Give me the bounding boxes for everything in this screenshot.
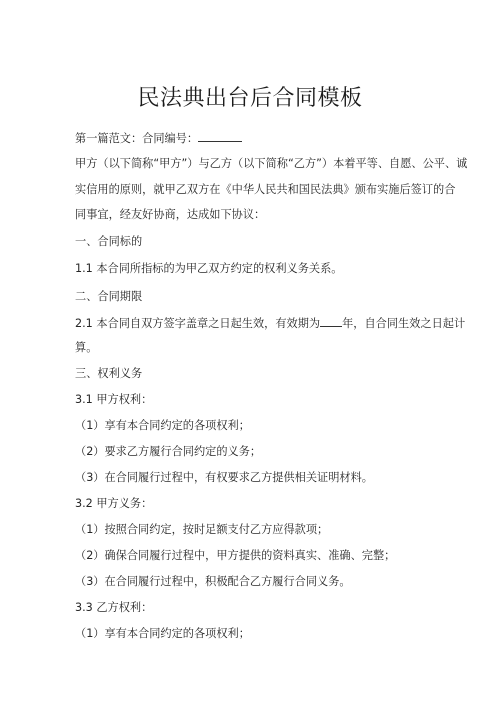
term-years-blank: [320, 315, 342, 327]
list-item: （3）在合同履行过程中，有权要求乙方提供相关证明材料。: [75, 471, 373, 484]
term-clause-line: [75, 315, 466, 332]
list-item: （2）确保合同履行过程中，甲方提供的资料真实、准确、完整；: [75, 549, 396, 562]
list-item: （1）按照合同约定，按时足额支付乙方应得款项；: [75, 523, 329, 536]
document-title: 民法典出台后合同模板: [137, 86, 363, 111]
subsection-heading: 3.3 乙方权利：: [75, 601, 153, 614]
section-heading: 一、合同标的: [75, 235, 143, 248]
term-clause-text-end: 年，自合同生效之日起计: [342, 317, 466, 330]
paragraph-line: 甲方（以下简称“甲方”）与乙方（以下简称“乙方”）本着平等、自愿、公平、诚: [75, 157, 468, 170]
list-item: （3）在合同履行过程中，积极配合乙方履行合同义务。: [75, 575, 351, 588]
list-item: （1）享有本合同约定的各项权利；: [75, 627, 250, 640]
section-heading: 三、权利义务: [75, 367, 143, 380]
contract-number-label: 第一篇范文：合同编号：: [75, 132, 199, 145]
subsection-heading: 3.2 甲方义务：: [75, 497, 153, 510]
paragraph-line: 同事宜，经友好协商，达成如下协议：: [75, 208, 266, 221]
term-clause-text-start: 2.1 本合同自双方签字盖章之日起生效，有效期为: [75, 317, 321, 330]
clause-line: 算。: [75, 341, 98, 354]
list-item: （1）享有本合同约定的各项权利；: [75, 419, 250, 432]
list-item: （2）要求乙方履行合同约定的义务；: [75, 445, 262, 458]
paragraph-line: 实信用的原则，就甲乙双方在《中华人民共和国民法典》颁布实施后签订的合: [75, 183, 456, 196]
contract-number-line: [75, 130, 435, 147]
section-heading: 二、合同期限: [75, 290, 143, 303]
subsection-heading: 3.1 甲方权利：: [75, 393, 153, 406]
clause-line: 1.1 本合同所指标的为甲乙双方约定的权利义务关系。: [75, 262, 343, 275]
contract-number-blank: [198, 130, 242, 142]
